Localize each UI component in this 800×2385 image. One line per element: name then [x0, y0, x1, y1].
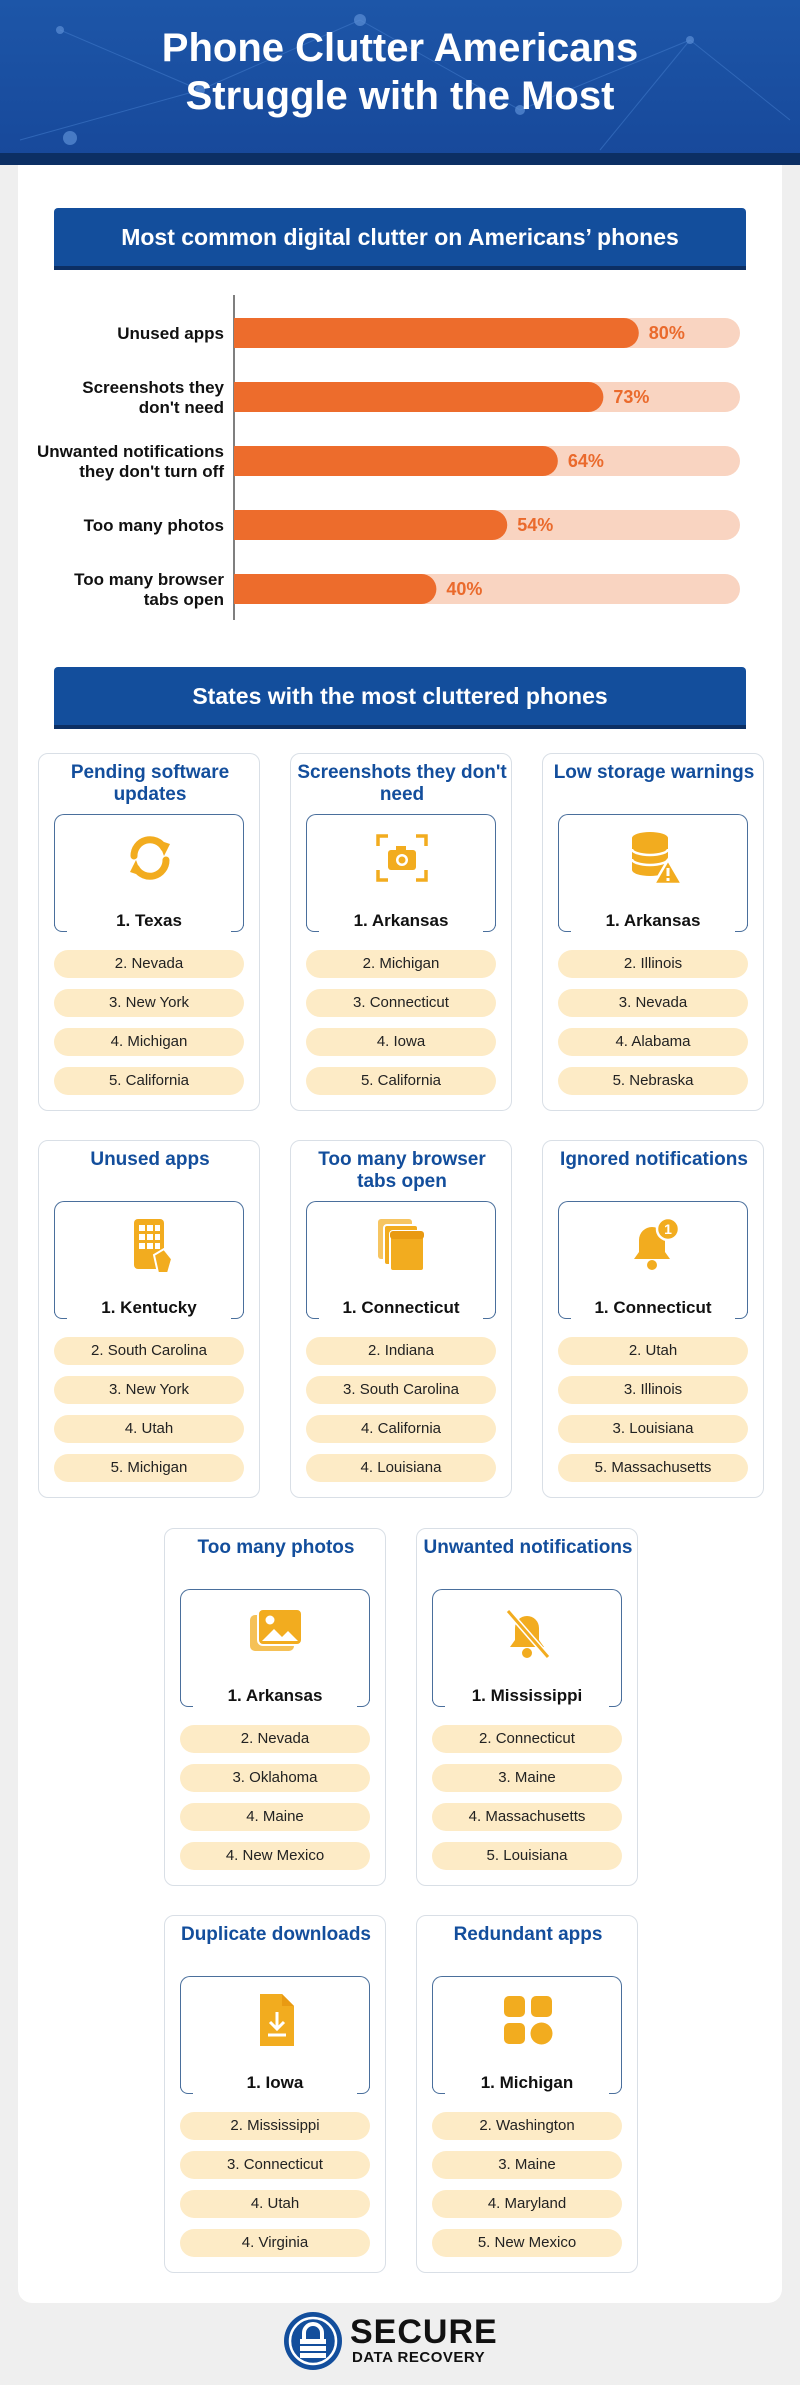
brand-subtitle: DATA RECOVERY [352, 2349, 486, 2366]
state-first-place [543, 1297, 763, 1319]
state-first-place [165, 1685, 385, 1707]
state-card [416, 1528, 638, 1886]
category-label: they don't turn off [79, 462, 224, 481]
state-first-place [39, 1297, 259, 1319]
bar [234, 574, 436, 604]
state-rank-pill: 4. Maine [180, 1803, 370, 1831]
state-rank-pill: 5. Nebraska [558, 1067, 748, 1095]
state-card-title: Unused apps [90, 1149, 210, 1170]
state-card-title: Too many browser tabs open [318, 1149, 486, 1192]
state-rank-pill: 4. Iowa [306, 1028, 496, 1056]
state-first-label: 1. Arkansas [220, 1686, 331, 1705]
state-rank-pill: 2. Illinois [558, 950, 748, 978]
category-label: Too many browser [74, 570, 224, 589]
state-rank-pill: 4. New Mexico [180, 1842, 370, 1870]
state-first-place [543, 910, 763, 932]
state-rank-pill: 2. South Carolina [54, 1337, 244, 1365]
bar [234, 318, 639, 348]
category-label: Screenshots they [82, 378, 224, 397]
bar-value-label: 64% [567, 451, 604, 471]
state-card [164, 1915, 386, 2273]
state-first-place [39, 910, 259, 932]
category-label: Too many photos [83, 516, 224, 535]
title-line-2: Struggle with the Most [185, 74, 615, 118]
bar-value-label: 54% [517, 515, 554, 535]
state-rank-pill: 4. California [306, 1415, 496, 1443]
state-rank-pill: 2. Indiana [306, 1337, 496, 1365]
state-rank-pill: 2. Nevada [54, 950, 244, 978]
state-rank-pill: 3. Connecticut [306, 989, 496, 1017]
phone-apps-icon [120, 1215, 180, 1275]
bar-base [234, 382, 249, 412]
state-rank-pill: 3. Maine [432, 2151, 622, 2179]
state-rank-pill: 5. New Mexico [432, 2229, 622, 2257]
state-rank-pill: 3. Connecticut [180, 2151, 370, 2179]
category-label: don't need [138, 398, 224, 417]
bell-badge-icon [624, 1215, 684, 1275]
state-card-title: Unwanted notifications [423, 1537, 633, 1558]
state-rank-pill: 4. Virginia [180, 2229, 370, 2257]
state-card [290, 1140, 512, 1498]
state-rank-pill: 2. Nevada [180, 1725, 370, 1753]
state-rank-pill: 3. Oklahoma [180, 1764, 370, 1792]
category-label: tabs open [143, 590, 224, 609]
refresh-icon [120, 828, 180, 888]
title-line-1: Phone Clutter Americans [161, 26, 639, 70]
bar [234, 382, 603, 412]
state-card [38, 1140, 260, 1498]
bar-base [234, 574, 249, 604]
state-rank-pill: 3. Nevada [558, 989, 748, 1017]
state-card-title: Too many photos [197, 1537, 355, 1558]
state-first-place [165, 2072, 385, 2094]
state-card [164, 1528, 386, 1886]
state-card-title: Screenshots they don't need [297, 762, 507, 805]
file-download-icon [246, 1990, 306, 2050]
state-first-label: 1. Michigan [473, 2073, 582, 2092]
state-card-title: Low storage warnings [553, 762, 755, 783]
brand-name: SECURE [350, 2313, 498, 2351]
state-rank-pill: 3. New York [54, 1376, 244, 1404]
state-rank-pill: 2. Connecticut [432, 1725, 622, 1753]
state-first-place [417, 1685, 637, 1707]
section-banner-states: States with the most cluttered phones [54, 667, 746, 725]
state-rank-pill: 4. Louisiana [306, 1454, 496, 1482]
section-banner-clutter: Most common digital clutter on Americans’ phones [54, 208, 746, 266]
state-first-label: 1. Mississippi [464, 1686, 591, 1705]
header [0, 0, 800, 165]
bar-base [234, 510, 249, 540]
bar-value-label: 40% [446, 579, 483, 599]
state-rank-pill: 5. California [54, 1067, 244, 1095]
state-rank-pill: 4. Utah [180, 2190, 370, 2218]
camera-screenshot-icon [372, 828, 432, 888]
state-card-title: Ignored notifications [560, 1149, 748, 1170]
header-band [0, 153, 800, 165]
state-first-label: 1. Arkansas [346, 911, 457, 930]
state-first-label: 1. Connecticut [334, 1298, 467, 1317]
storage-warning-icon [624, 828, 684, 888]
state-first-label: 1. Connecticut [586, 1298, 719, 1317]
bell-off-icon [498, 1603, 558, 1663]
state-first-place [417, 2072, 637, 2094]
clutter-bar-chart [0, 280, 800, 630]
app-grid-icon [498, 1990, 558, 2050]
state-card [542, 1140, 764, 1498]
lock-logo-icon [283, 2311, 343, 2371]
brand-logo [283, 2311, 523, 2371]
category-label: Unwanted notifications [37, 442, 224, 461]
bar-base [234, 446, 249, 476]
state-card [416, 1915, 638, 2273]
state-rank-pill: 2. Michigan [306, 950, 496, 978]
state-card-title: Pending software updates [70, 762, 230, 805]
state-rank-pill: 3. South Carolina [306, 1376, 496, 1404]
state-rank-pill: 4. Alabama [558, 1028, 748, 1056]
state-card-title: Redundant apps [453, 1924, 603, 1945]
svg-text:1: 1 [664, 1221, 672, 1237]
state-rank-pill: 3. Maine [432, 1764, 622, 1792]
state-rank-pill: 3. New York [54, 989, 244, 1017]
state-rank-pill: 5. California [306, 1067, 496, 1095]
state-rank-pill: 2. Washington [432, 2112, 622, 2140]
state-first-label: 1. Kentucky [93, 1298, 204, 1317]
state-first-label: 1. Arkansas [598, 911, 709, 930]
state-rank-pill: 2. Utah [558, 1337, 748, 1365]
bar [234, 446, 558, 476]
category-label: Unused apps [117, 324, 224, 343]
state-rank-pill: 4. Massachusetts [432, 1803, 622, 1831]
bar [234, 510, 507, 540]
state-rank-pill: 3. Illinois [558, 1376, 748, 1404]
state-first-place [291, 1297, 511, 1319]
state-card [290, 753, 512, 1111]
state-card [38, 753, 260, 1111]
state-rank-pill: 4. Utah [54, 1415, 244, 1443]
state-rank-pill: 2. Mississippi [180, 2112, 370, 2140]
state-rank-pill: 4. Michigan [54, 1028, 244, 1056]
bar-value-label: 73% [613, 387, 650, 407]
state-card [542, 753, 764, 1111]
state-first-place [291, 910, 511, 932]
state-rank-pill: 5. Louisiana [432, 1842, 622, 1870]
photos-icon [246, 1603, 306, 1663]
state-rank-pill: 3. Louisiana [558, 1415, 748, 1443]
bar-value-label: 80% [648, 323, 685, 343]
bar-base [234, 318, 249, 348]
state-rank-pill: 5. Massachusetts [558, 1454, 748, 1482]
stacked-tabs-icon [372, 1215, 432, 1275]
page-title [0, 24, 800, 120]
state-rank-pill: 4. Maryland [432, 2190, 622, 2218]
state-rank-pill: 5. Michigan [54, 1454, 244, 1482]
state-card-title: Duplicate downloads [180, 1924, 372, 1945]
state-first-label: 1. Texas [108, 911, 190, 930]
state-first-label: 1. Iowa [239, 2073, 312, 2092]
